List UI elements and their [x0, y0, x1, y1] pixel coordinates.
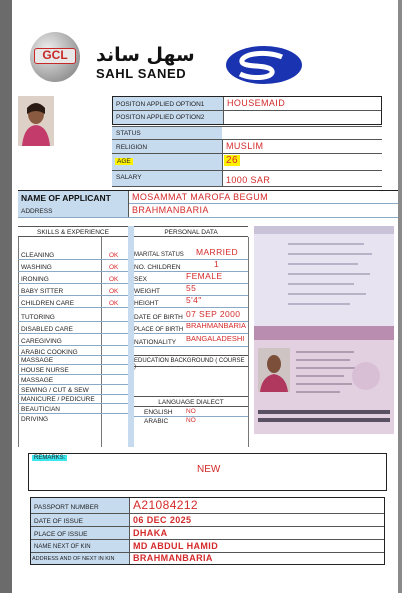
issue-place-row [31, 527, 384, 540]
personal-value: 55 [186, 283, 197, 293]
skill-label: TUTORING [21, 314, 55, 321]
skill-row [18, 365, 128, 375]
skill-row [18, 356, 128, 365]
skill-row [18, 324, 128, 334]
language-row [134, 408, 248, 417]
personal-value: 5'4" [186, 295, 202, 305]
name-label: NAME OF APPLICANT [21, 193, 111, 203]
skill-row [18, 336, 128, 346]
religion-value: MUSLIM [226, 141, 264, 151]
language-label: ARABIC [144, 418, 169, 425]
language-label: ENGLISH [144, 409, 173, 416]
skill-label: ARABIC COOKING [21, 349, 78, 356]
portrait-image [18, 96, 54, 146]
position-table [112, 96, 382, 125]
personal-row [134, 322, 248, 334]
age-row [112, 154, 382, 171]
personal-header: PERSONAL DATA [164, 229, 218, 236]
language-row [134, 417, 248, 426]
remarks-box [28, 453, 387, 491]
position-1-value: HOUSEMAID [227, 98, 286, 108]
language-header: LANGUAGE DIALECT [158, 399, 224, 406]
skill-label: CLEANING [21, 252, 55, 259]
issue-place-label: PLACE OF ISSUE [34, 531, 88, 538]
religion-label: RELIGION [116, 144, 148, 151]
personal-label: NO. CHILDREN [134, 264, 181, 271]
address-label: ADDRESS [21, 208, 53, 215]
education-header-row [134, 355, 248, 370]
skill-row [18, 347, 128, 356]
personal-row [134, 248, 248, 260]
skill-row [18, 262, 128, 272]
skill-value: OK [109, 288, 119, 295]
issue-date-value: 06 DEC 2025 [133, 515, 192, 525]
skill-label: MASSAGE [21, 357, 54, 364]
personal-label: WEIGHT [134, 288, 160, 295]
personal-label: PLACE OF BIRTH [134, 327, 184, 333]
remarks-label: REMARKS: [34, 455, 66, 461]
personal-label: HEIGHT [134, 300, 159, 307]
skill-row [18, 250, 128, 260]
passport-number-row [31, 498, 384, 514]
gcl-logo-text: GCL [34, 48, 76, 64]
personal-value: MARRIED [196, 247, 238, 257]
skill-row [18, 395, 128, 404]
passport-table [30, 497, 385, 565]
issue-date-label: DATE OF ISSUE [34, 518, 83, 525]
address-value: BRAHMANBARIA [132, 205, 209, 215]
address-row [18, 204, 398, 218]
skill-value: OK [109, 252, 119, 259]
personal-row [134, 296, 248, 308]
remarks-value: NEW [197, 464, 221, 475]
personal-label: SEX [134, 276, 148, 283]
language-header-row [134, 396, 248, 407]
kin-address-row [31, 553, 384, 564]
personal-value: 07 SEP 2000 [186, 309, 241, 319]
position-2-label: POSITON APPLIED OPTION2 [116, 114, 205, 121]
personal-value: BRAHMANBARIA [186, 321, 247, 330]
passport-number-value: A21084212 [133, 498, 198, 512]
kin-label: NAME NEXT OF KIN [34, 544, 91, 550]
position-1-label: POSITON APPLIED OPTION1 [116, 101, 205, 108]
skill-label: BABY SITTER [21, 288, 64, 295]
salary-value: 1000 SAR [226, 175, 271, 185]
skill-label: MANICURE / PEDICURE [21, 396, 95, 403]
personal-label: NATIONALITY [134, 339, 177, 346]
salary-label: SALARY [116, 174, 142, 181]
sahl-saned-s-logo [220, 44, 302, 86]
religion-row [112, 140, 382, 154]
issue-place-value: DHAKA [133, 528, 168, 538]
language-value: NO [186, 417, 196, 424]
passport-number-label: PASSPORT NUMBER [34, 504, 99, 511]
left-frame [0, 0, 12, 593]
status-label: STATUS [116, 130, 141, 137]
skills-header: SKILLS & EXPERIENCE [37, 229, 109, 236]
skill-row [18, 310, 128, 322]
skill-label: DRIVING [21, 416, 49, 423]
skill-row [18, 274, 128, 284]
skill-label: HOUSE NURSE [21, 367, 69, 374]
skill-row [18, 298, 128, 308]
language-value: NO [186, 408, 196, 415]
age-value: 26 [226, 155, 238, 166]
skill-label: MASSAGE [21, 377, 54, 384]
personal-value: 1 [214, 259, 220, 269]
arabic-company-name: سهل ساند [96, 44, 195, 66]
skill-label: CAREGIVING [21, 338, 62, 345]
skill-row [18, 286, 128, 296]
kin-address-label: ADDRESS AND OF NEXT IN KIN [32, 556, 115, 562]
section-headers [18, 226, 248, 237]
skill-label: SEWING / CUT & SEW [21, 387, 89, 394]
applicant-photo-small [18, 96, 54, 146]
skill-row [18, 404, 128, 414]
skill-label: IRONING [21, 276, 49, 283]
skill-row [18, 414, 128, 424]
personal-row [134, 334, 248, 347]
skill-label: DISABLED CARE [21, 326, 74, 333]
personal-value: FEMALE [186, 271, 223, 281]
kin-address-value: BRAHMANBARIA [133, 553, 213, 563]
kin-value: MD ABDUL HAMID [133, 541, 219, 551]
skill-value: OK [109, 276, 119, 283]
skill-value: OK [109, 264, 119, 271]
right-frame [398, 0, 402, 593]
skill-label: BEAUTICIAN [21, 406, 61, 413]
skill-label: CHILDREN CARE [21, 300, 75, 307]
name-row [18, 190, 398, 204]
age-label: AGE [117, 158, 131, 165]
personal-value: BANGALADESHI [186, 334, 245, 343]
issue-date-row [31, 514, 384, 527]
company-name: SAHL SANED [96, 66, 187, 81]
cv-page [12, 0, 398, 593]
education-header: EDUCATION BACKGROUND ( COURSE ) [134, 358, 245, 370]
skill-value: OK [109, 300, 119, 307]
passport-image [254, 226, 394, 434]
skill-row [18, 385, 128, 395]
personal-label: MARITAL STATUS [134, 252, 184, 258]
name-value: MOSAMMAT MAROFA BEGUM [132, 192, 269, 202]
salary-row [112, 171, 382, 187]
skill-row [18, 375, 128, 385]
skill-label: WASHING [21, 264, 52, 271]
kin-row [31, 540, 384, 553]
passport-scan-image [254, 226, 394, 434]
status-row [112, 126, 382, 140]
personal-label: DATE OF BIRTH [134, 314, 183, 321]
